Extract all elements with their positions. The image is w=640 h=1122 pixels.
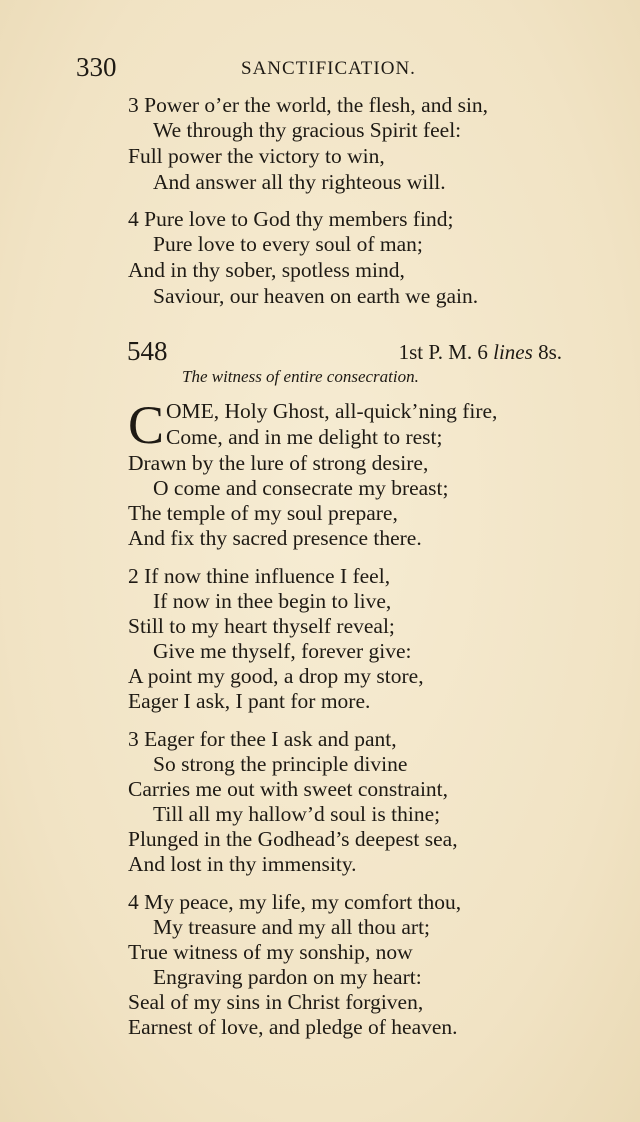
- meter-suffix: 8s.: [538, 340, 562, 364]
- verse-line: Pure love to every soul of man;: [153, 232, 423, 256]
- verse-line: Eager I ask, I pant for more.: [128, 689, 371, 713]
- meter-italic: lines: [493, 340, 533, 364]
- verse-line: We through thy gracious Spirit feel:: [153, 118, 462, 142]
- hymn-number: 548: [127, 336, 168, 366]
- verse-line: Earnest of love, and pledge of heaven.: [128, 1015, 458, 1039]
- verse-line: O come and consecrate my breast;: [153, 476, 449, 500]
- verse-line: A point my good, a drop my store,: [128, 664, 424, 688]
- verse-line: Carries me out with sweet constraint,: [128, 777, 449, 801]
- verse-line: And in thy sober, spotless mind,: [128, 258, 405, 282]
- hymn-meter: [399, 340, 562, 365]
- verse-line: 3 Eager for thee I ask and pant,: [128, 727, 397, 751]
- verse-line: 3 Power o’er the world, the flesh, and sin,: [128, 93, 489, 117]
- verse-line: And answer all thy righteous will.: [153, 170, 446, 194]
- drop-cap: C: [128, 395, 165, 455]
- verse-line: OME, Holy Ghost, all-quick’ning fire,: [166, 399, 498, 423]
- verse-line: Saviour, our heaven on earth we gain.: [153, 284, 479, 308]
- verse-line: Still to my heart thyself reveal;: [128, 614, 395, 638]
- verse-line: And lost in thy immensity.: [128, 852, 357, 876]
- running-header: [0, 52, 640, 86]
- verse-line: Till all my hallow’d soul is thine;: [153, 802, 441, 826]
- hymn-subtitle: The witness of entire consecration.: [182, 367, 419, 386]
- verse-line: Full power the victory to win,: [128, 144, 385, 168]
- verse-line: Come, and in me delight to rest;: [166, 425, 443, 449]
- meter-text: 1st P. M. 6: [398, 340, 488, 364]
- verse-line: True witness of my sonship, now: [128, 940, 413, 964]
- verse-line: 4 Pure love to God thy members find;: [128, 207, 454, 231]
- verse-line: 2 If now thine influence I feel,: [128, 564, 391, 588]
- verse-line: My treasure and my all thou art;: [153, 915, 431, 939]
- verse-line: So strong the principle divine: [153, 752, 408, 776]
- verse-line: Drawn by the lure of strong desire,: [128, 451, 429, 475]
- verse-line: Plunged in the Godhead’s deepest sea,: [128, 827, 458, 851]
- verse-line: Engraving pardon on my heart:: [153, 965, 422, 989]
- verse-line: If now in thee begin to live,: [153, 589, 392, 613]
- verse-line: 4 My peace, my life, my comfort thou,: [128, 890, 462, 914]
- verse-line: The temple of my soul prepare,: [128, 501, 398, 525]
- verse-line: And fix thy sacred presence there.: [128, 526, 422, 550]
- section-title: SANCTIFICATION.: [241, 58, 416, 79]
- verse-line: Seal of my sins in Christ forgiven,: [128, 990, 424, 1014]
- verse-line: Give me thyself, forever give:: [153, 639, 412, 663]
- page-number: 330: [76, 52, 117, 82]
